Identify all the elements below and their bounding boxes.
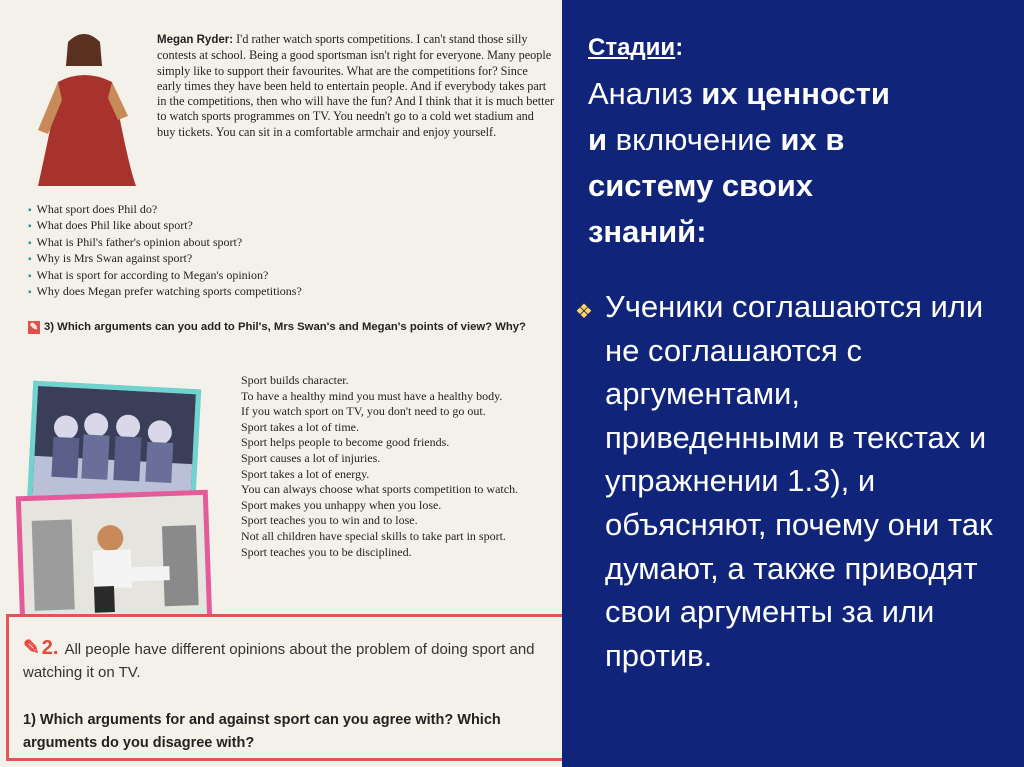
list-item: Sport helps people to become good friends. bbox=[241, 435, 450, 450]
list-item: ▪ Why does Megan prefer watching sports competitions? bbox=[28, 284, 548, 300]
list-item: If you watch sport on TV, you don't need to go out. bbox=[241, 404, 486, 419]
exercise-2-question: 1) Which arguments for and against sport can you agree with? Which arguments do you disagree with? bbox=[23, 712, 501, 751]
list-item: ▪ What is sport for according to Megan's opinion? bbox=[28, 268, 548, 284]
megan-paragraph: Megan Ryder: I'd rather watch sports competitions. I can't stand those silly contests at school. Being a good sportsman isn't right for everyone. Many people simply like to support their favourites. What are the competitions for? Since early times they have been held to entertain people. And if everybody takes part in the competitions, then who will have the fun? And I think that it is much better to watch sports programmes on TV. You needn't go to a cold wet stadium and buy tickets. You can sit in a comfortable armchair and enjoy yourself. bbox=[157, 32, 555, 139]
exercise-3-heading: ✎ 3) Which arguments can you add to Phil's, Mrs Swan's and Megan's points of view? Why? bbox=[29, 321, 526, 333]
list-item: Sport causes a lot of injuries. bbox=[241, 450, 381, 465]
list-item: ▪ What sport does Phil do? bbox=[28, 202, 548, 218]
diamond-bullet-icon: ❖ bbox=[575, 301, 593, 323]
list-item: Sport takes a lot of time. bbox=[241, 419, 359, 434]
list-item: ▪ Why is Mrs Swan against sport? bbox=[28, 251, 548, 267]
woman-photo bbox=[28, 30, 140, 188]
list-item: Not all children have special skills to take part in sport. bbox=[241, 528, 506, 543]
list-item: To have a healthy mind you must have a healthy body. bbox=[241, 388, 503, 403]
list-item: Sport teaches you to be disciplined. bbox=[241, 544, 412, 559]
slide-title: Стадии: Анализ их ценности и включение их в систему своих знаний: bbox=[588, 34, 890, 249]
slide-bullet: ❖ Ученики соглашаются или не соглашаются с аргументами, приведенными в текстах и упражнении 1.3), и объясняют, почему они так думают, а также приводят свои аргументы за или против. bbox=[575, 289, 993, 673]
list-item: Sport builds character. bbox=[241, 373, 349, 387]
list-item: ▪ What does Phil like about sport? bbox=[28, 218, 548, 234]
list-item: Sport makes you unhappy when you lose. bbox=[241, 497, 442, 512]
list-item: Sport teaches you to win and to lose. bbox=[241, 513, 418, 528]
exercise-2-text: ✎ 2. All people have different opinions about the problem of doing sport and watching it on TV. bbox=[23, 637, 535, 681]
list-item: ▪ What is Phil's father's opinion about sport? bbox=[28, 235, 548, 251]
list-item: You can always choose what sports competition to watch. bbox=[241, 482, 519, 497]
exercise-icon: ✎ bbox=[29, 321, 39, 333]
exercise-2-highlight-box bbox=[6, 614, 562, 761]
question-list bbox=[28, 202, 548, 300]
arguments-list bbox=[241, 373, 561, 560]
gym-photo bbox=[16, 490, 212, 627]
list-item: Sport takes a lot of energy. bbox=[241, 466, 370, 481]
exercise-icon: ✎ bbox=[23, 637, 40, 659]
